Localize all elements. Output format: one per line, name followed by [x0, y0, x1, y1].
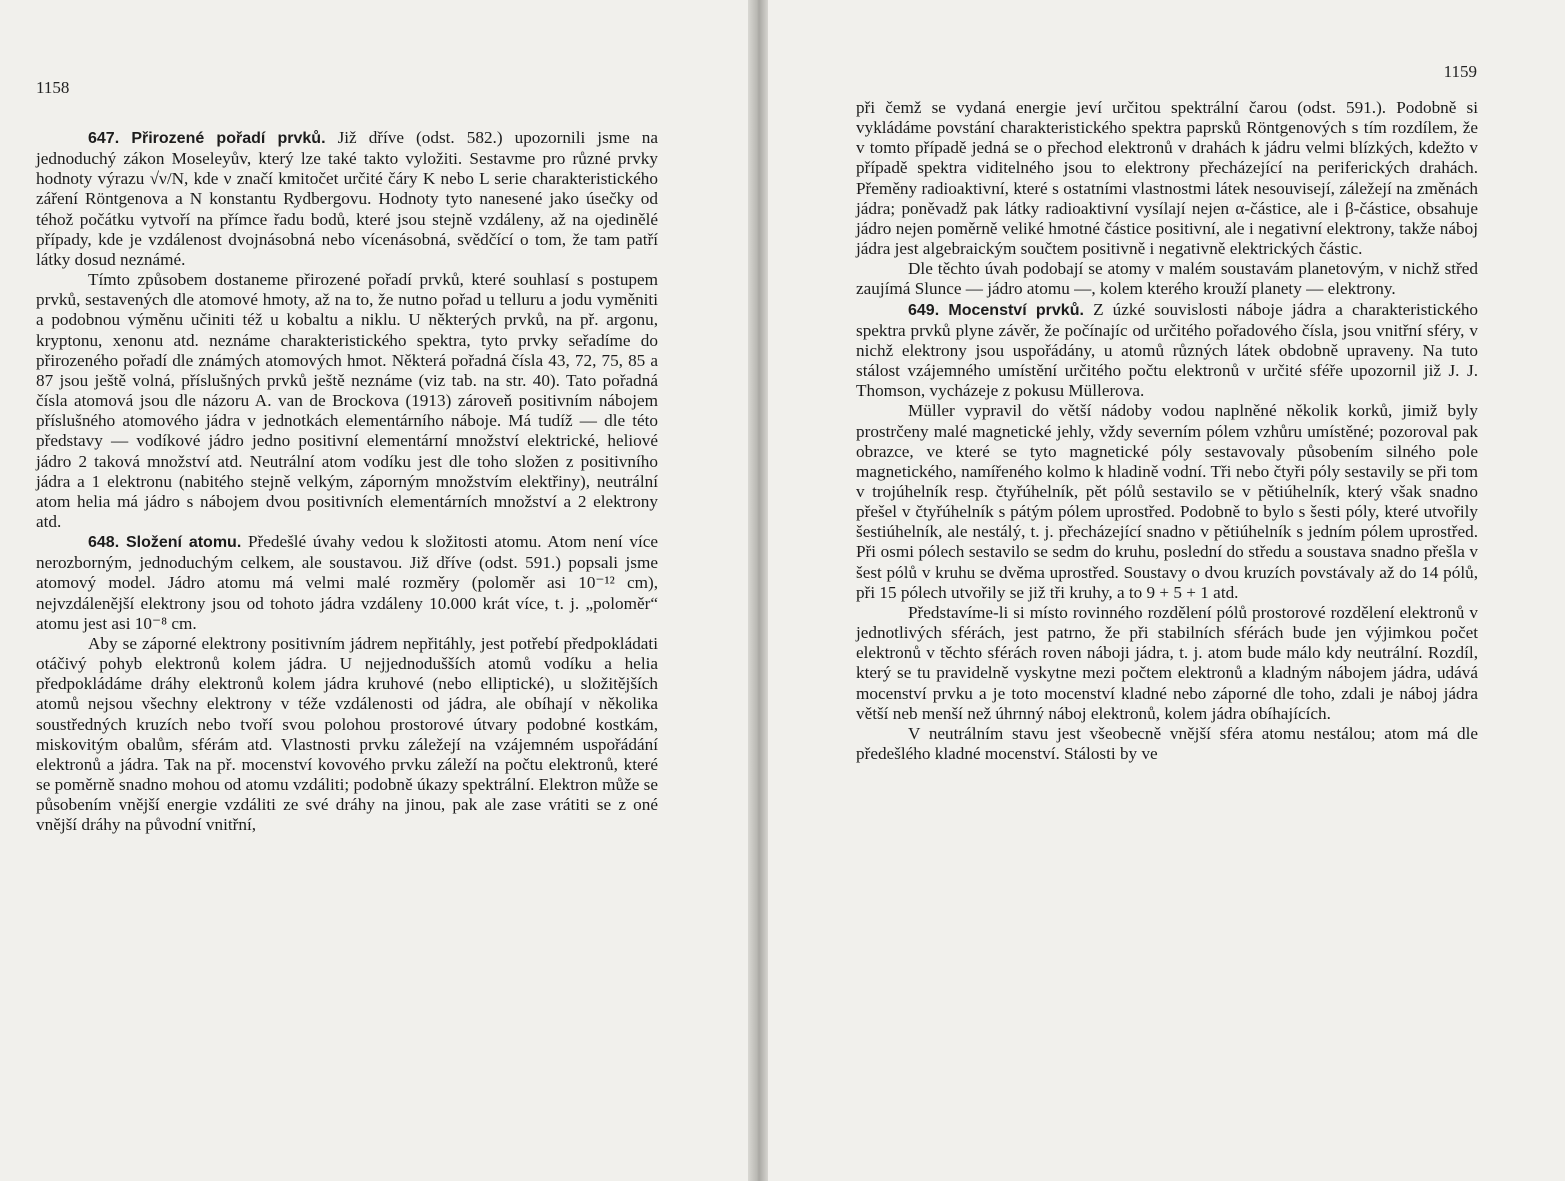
- page-number: 1159: [1443, 62, 1477, 81]
- book-gutter: [748, 0, 768, 1181]
- section-649-paragraph-4: V neutrálním stavu jest všeobecně vnější sféra atomu nestálou; atom má dle předešlého kladné mocenství. Stálosti by ve: [856, 723, 1478, 763]
- section-647-paragraph-1: [36, 128, 658, 270]
- left-page-text: [36, 128, 658, 835]
- right-page: [768, 0, 1565, 1181]
- section-647-heading: 647. Přirozené pořadí prvků.: [88, 130, 326, 147]
- section-649-paragraph-3: Představíme-li si místo rovinného rozdělení pólů prostorové rozdělení elektronů v jednotlivých sférách, jest patrno, že při stabilních sférách bude jen výjimkou počet elektronů v těchto sférách roven náboji jádra, t. j. atom bude málo kdy neutrální. Rozdíl, který se tu pravidelně vyskytne mezi počtem elektronů a kladným nábojem jádra, udává mocenství prvku a je toto mocenství kladné nebo záporné dle toho, zdali je náboj jádra větší neb menší než úhrnný náboj elektronů, kolem jádra obíhajících.: [856, 602, 1478, 723]
- section-648-paragraph-2: Aby se záporné elektrony positivním jádrem nepřitáhly, jest potřebí předpokládati otáčivý pohyb elektronů kolem jádra. U nejjednodušších atomů vodíku a helia předpokládáme dráhy elektronů kolem jádra kruhové (nebo elliptické), u složitějších atomů nejsou všechny elektrony v téže vzdálenosti od jádra, ale obíhají v několika soustředných kruzích nebo tvoří svou polohou prostorové útvary podobné kostkám, miskovitým obalům, sférám atd. Vlastnosti prvku záležejí na vzájemném uspořádání elektronů a jádra. Tak na př. mocenství kovového prvku záleží na počtu elektronů, které se poměrně snadno mohou od atomu vzdáliti; podobně úkazy spektrální. Elektron může se působením vnější energie vzdáliti ze své dráhy na jinou, pak ale zase vrátiti se z oné vnější dráhy na původní vnitřní,: [36, 633, 658, 835]
- section-648-paragraph-1: [36, 532, 658, 634]
- section-649-paragraph-2: Müller vypravil do větší nádoby vodou naplněné několik korků, jimiž byly prostrčeny malé magnetické jehly, vždy severním pólem vzhůru umístěné; pozoroval pak obrazce, ve které se tyto magnetické póly sestavovaly působením silného pole magnetického, namířeného kolmo k hladině vodní. Tři nebo čtyři póly sestavily se při tom v trojúhelník resp. čtyřúhelník, pět pólů sestavilo se v pětiúhelník, který však snadno přešel v čtyřúhelník s pátým pólem uprostřed. Podobně to bylo s šesti póly, které utvořily šestiúhelník, ale nestálý, t. j. přecházející snadno v pětiúhelník s jedním pólem uprostřed. Při osmi pólech sestavilo se sedm do kruhu, poslední do středu a soustava snadno přešla v šest pólů v kruhu se dvěma uprostřed. Soustavy o dvou kruzích povstávaly až do 14 pólů, při 15 pólech utvořily se již tři kruhy, a to 9 + 5 + 1 atd.: [856, 401, 1478, 602]
- section-648-heading: 648. Složení atomu.: [88, 534, 242, 552]
- section-649-heading: 649. Mocenství prvků.: [908, 301, 1084, 319]
- section-649-paragraph-1: [856, 300, 1478, 402]
- section-649-text-1: Z úzké souvislosti náboje jádra a charakteristického spektra prvků plyne závěr, že počínajíc od určitého pořadového čísla, jsou vnitřní sféry, v nichž elektrony jsou uspořádány, u atomů různých látek obdobně upraveny. Na tuto stálost vzájemného umístění určitého počtu elektronů v určité sféře upozornil již J. J. Thomson, vycházeje z pokusu Müllerova.: [856, 299, 1479, 401]
- section-647-text-1: Již dříve (odst. 582.) upozornili jsme na jednoduchý zákon Moseleyův, který lze také takto vyložiti. Sestavme pro různé prvky hodnoty výrazu √ν/N, kde ν značí kmitočet určité čáry K nebo L serie charakteristického záření Röntgenova a N konstantu Rydbergovu. Hodnoty tyto nanesené jako úsečky od téhož počátku vytvoří na přímce řadu bodů, které jsou stejně vzdáleny, až na ojedinělé případy, kde je vzdálenost dvojnásobná nebo vícenásobná, svědčící o tom, že tam patří látky dosud neznámé.: [36, 128, 659, 269]
- section-647-paragraph-2: Tímto způsobem dostaneme přirozené pořadí prvků, které souhlasí s postupem prvků, sestavených dle atomové hmoty, až na to, že nutno pořad u telluru a jodu vyměniti a podobnou výměnu učiniti též u kobaltu a niklu. U některých prvků, na př. argonu, kryptonu, xenonu atd. neznáme charakteristického spektra, tyto prvky seřadíme do přirozeného pořadí dle známých atomových hmot. Některá pořadná čísla 43, 72, 75, 85 a 87 jsou ještě volná, příslušných prvků ještě neznáme (viz tab. na str. 40). Tato pořadná čísla atomová jsou dle názoru A. van de Brockova (1913) zároveň positivním nábojem příslušného atomového jádra v jednotkách elementárního náboje. Má tudíž — dle této představy — vodíkové jádro jedno positivní elementární množství elektrické, heliové jádro 2 taková množství atd. Neutrální atom vodíku jest dle toho složen z positivního jádra a 1 elektronu (nabitého stejně velkým, záporným množstvím elektřiny), neutrální atom helia má jádro s nábojem dvou positivních elementárních množství a 2 elektrony atd.: [36, 270, 658, 531]
- left-page: [0, 0, 748, 1181]
- page-number: 1158: [36, 78, 70, 97]
- section-648-text-1: Předešlé úvahy vedou k složitosti atomu. Atom není více nerozborným, jednoduchým celkem, ale soustavou. Již dříve (odst. 591.) popsali jsme atomový model. Jádro atomu má velmi malé rozměry (poloměr asi 10⁻¹² cm), nejvzdálenější elektrony jsou od tohoto jádra vzdáleny 10.000 krát více, t. j. „poloměr“ atomu jest asi 10⁻⁸ cm.: [36, 532, 659, 633]
- continuation-paragraph-1: při čemž se vydaná energie jeví určitou spektrální čarou (odst. 591.). Podobně si vykládáme povstání charakteristického spektra paprsků Röntgenových s tím rozdílem, že v tomto případě jedná se o přechod elektronů v drahách k jádru velmi blízkých, kdežto v případě spektra viditelného jsou to elektrony přecházející na periferických drahách. Přeměny radioaktivní, které s ostatními vlastnostmi látek nesouvisejí, záležejí na změnách jádra; poněvadž pak látky radioaktivní vysílají nejen α-částice, ale i β-částice, obsahuje jádro nejen poměrně veliké hmotné částice positivní, ale i negativní elektrony, takže náboj jádra jest algebraickým součtem positivně i negativně elektrických částic.: [856, 98, 1478, 259]
- right-page-text: [856, 98, 1478, 764]
- continuation-paragraph-2: Dle těchto úvah podobají se atomy v malém soustavám planetovým, v nichž střed zaujímá Slunce — jádro atomu —, kolem kterého krouží planety — elektrony.: [856, 259, 1478, 299]
